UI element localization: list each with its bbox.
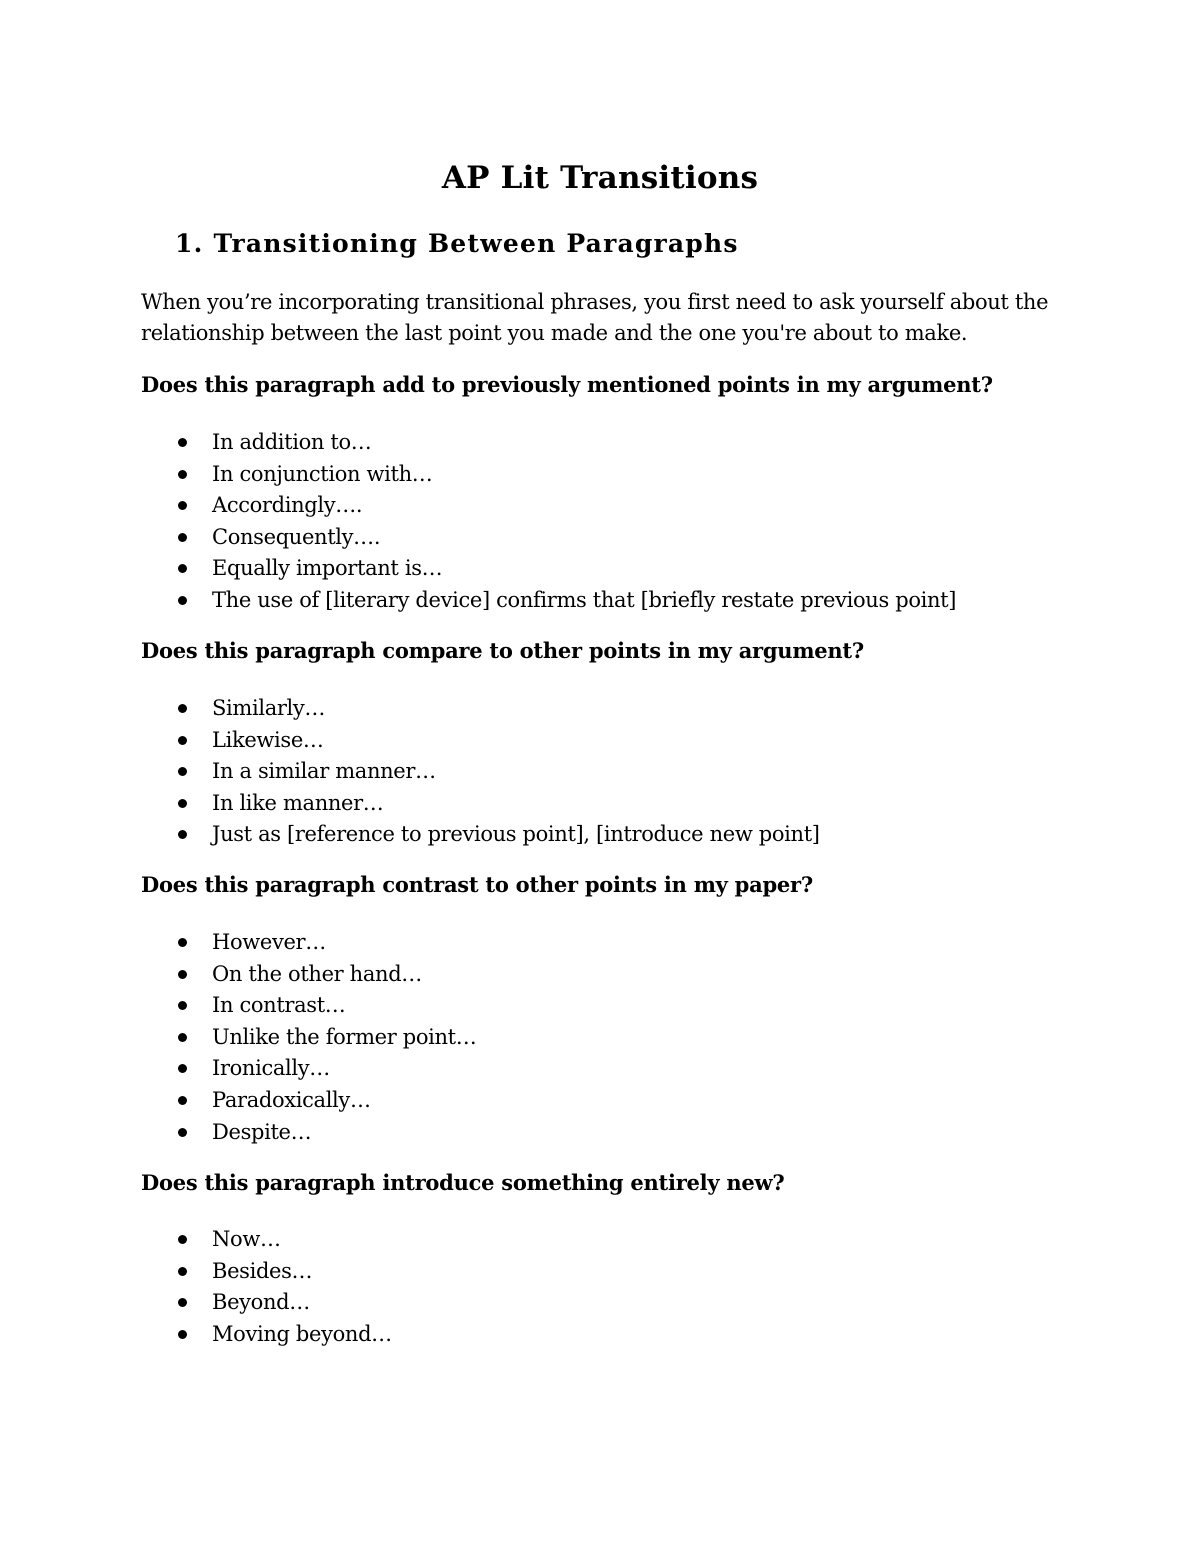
bullet-icon <box>178 1064 187 1073</box>
list-compare <box>178 694 820 852</box>
list-item <box>178 789 820 821</box>
question-add: Does this paragraph add to previously mentioned points in my argument? <box>141 372 993 397</box>
bullet-icon <box>178 1235 187 1244</box>
bullet-icon <box>178 564 187 573</box>
bullet-icon <box>178 1001 187 1010</box>
bullet-icon <box>178 736 187 745</box>
list-item <box>178 523 956 555</box>
list-item-text: In a similar manner… <box>212 759 436 784</box>
list-item <box>178 491 956 523</box>
list-item <box>178 586 956 618</box>
list-item <box>178 460 956 492</box>
list-item-text: However… <box>212 930 326 954</box>
list-item-text: Accordingly…. <box>212 493 363 518</box>
bullet-icon <box>178 1033 187 1042</box>
list-item <box>178 428 956 460</box>
bullet-icon <box>178 938 187 947</box>
list-item-text: Beyond… <box>212 1290 310 1315</box>
question-contrast: Does this paragraph contrast to other points in my paper? <box>141 872 813 897</box>
list-item <box>178 960 476 992</box>
section-heading-text: Transitioning Between Paragraphs <box>213 229 739 258</box>
bullet-icon <box>178 1267 187 1276</box>
list-item-text: Besides… <box>212 1258 313 1283</box>
bullet-icon <box>178 470 187 479</box>
list-item-text: Now… <box>212 1227 281 1251</box>
bullet-icon <box>178 767 187 776</box>
bullet-icon <box>178 501 187 510</box>
list-item-text: Equally important is… <box>212 556 443 581</box>
list-item-text: In contrast… <box>212 993 346 1018</box>
list-item-text: In addition to… <box>212 430 372 454</box>
bullet-icon <box>178 1096 187 1105</box>
bullet-icon <box>178 970 187 979</box>
list-item <box>178 1118 476 1150</box>
list-item <box>178 694 820 726</box>
list-item <box>178 554 956 586</box>
list-item <box>178 820 820 852</box>
list-item <box>178 1054 476 1086</box>
list-new <box>178 1225 392 1351</box>
section-number: 1. <box>175 229 204 258</box>
list-item <box>178 1288 392 1320</box>
list-add <box>178 428 956 618</box>
list-item <box>178 1320 392 1352</box>
list-item <box>178 726 820 758</box>
list-item-text: Just as [reference to previous point], [introduce new point] <box>212 822 820 847</box>
list-item-text: On the other hand… <box>212 961 422 986</box>
intro-paragraph: When you’re incorporating transitional phrases, you first need to ask yourself about the relationship between the last point you made and the one you're about to make. <box>141 290 1049 345</box>
list-item-text: The use of [literary device] confirms that [briefly restate previous point] <box>212 587 957 612</box>
list-item <box>178 991 476 1023</box>
list-item-text: Similarly… <box>212 696 326 720</box>
list-item-text: Moving beyond… <box>212 1321 392 1346</box>
list-item <box>178 1086 476 1118</box>
list-item-text: Consequently…. <box>212 524 381 549</box>
list-contrast <box>178 928 476 1149</box>
list-item-text: Ironically… <box>212 1056 330 1081</box>
bullet-icon <box>178 1330 187 1339</box>
question-compare: Does this paragraph compare to other points in my argument? <box>141 638 864 663</box>
bullet-icon <box>178 830 187 839</box>
document-title: AP Lit Transitions <box>441 160 759 196</box>
list-item <box>178 1023 476 1055</box>
list-item-text: In conjunction with… <box>212 461 433 486</box>
bullet-icon <box>178 704 187 713</box>
list-item-text: Despite… <box>212 1119 312 1144</box>
bullet-icon <box>178 799 187 808</box>
list-item <box>178 1225 392 1257</box>
list-item <box>178 928 476 960</box>
list-item-text: In like manner… <box>212 790 384 815</box>
bullet-icon <box>178 1298 187 1307</box>
section-heading <box>175 229 739 258</box>
bullet-icon <box>178 1128 187 1137</box>
bullet-icon <box>178 596 187 605</box>
list-item-text: Paradoxically… <box>212 1087 371 1112</box>
list-item <box>178 1257 392 1289</box>
bullet-icon <box>178 533 187 542</box>
list-item <box>178 757 820 789</box>
question-new: Does this paragraph introduce something entirely new? <box>141 1170 785 1195</box>
list-item-text: Unlike the former point… <box>212 1024 477 1049</box>
bullet-icon <box>178 438 187 447</box>
list-item-text: Likewise… <box>212 727 324 752</box>
